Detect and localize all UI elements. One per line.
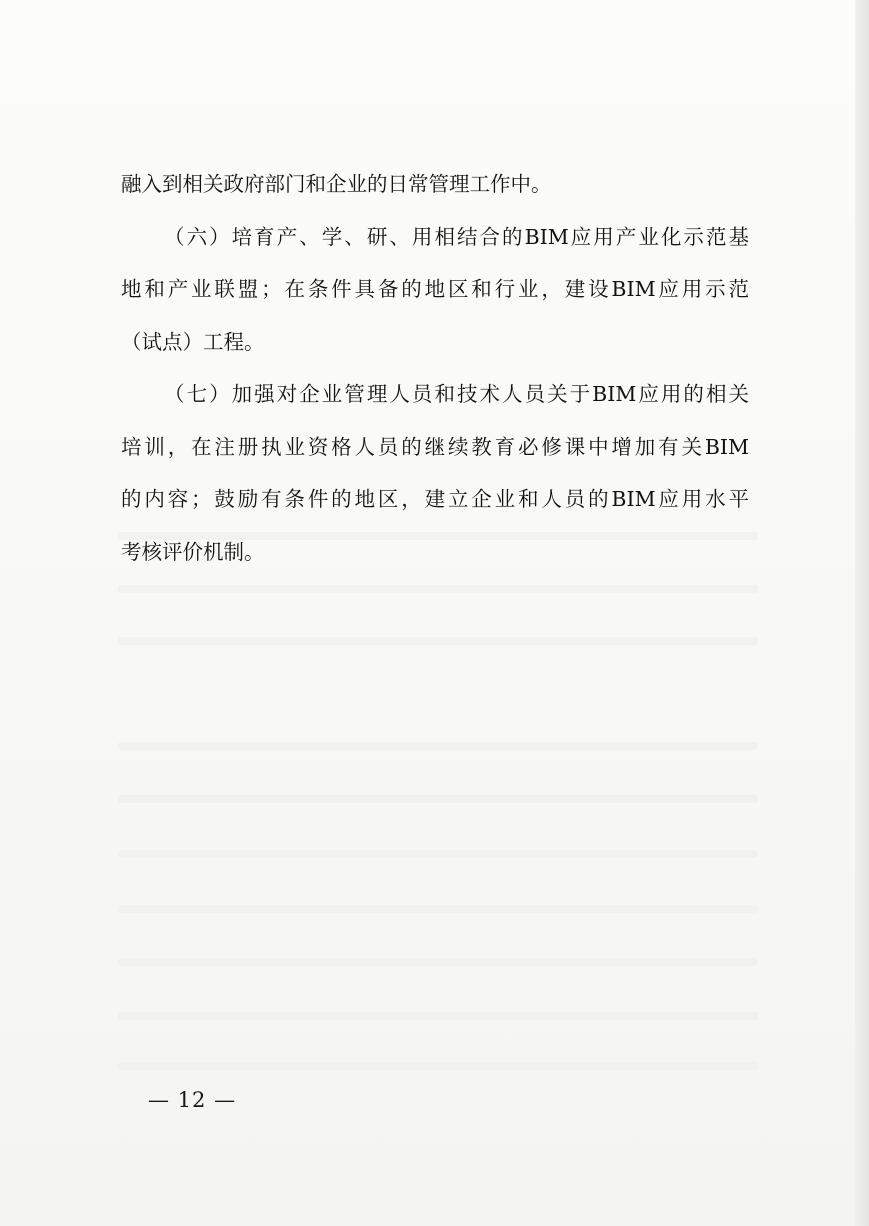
text-line-3 <box>121 263 749 316</box>
body-text <box>121 158 749 578</box>
show-through-line <box>118 958 758 966</box>
text-line-8 <box>121 526 749 579</box>
show-through-line <box>118 1062 758 1070</box>
show-through-line <box>118 585 758 593</box>
paragraph-text: 地和产业联盟；在条件具备的地区和行业，建设BIM应用示范 <box>121 277 749 301</box>
page-edge-shadow <box>855 0 869 1226</box>
show-through-line <box>118 850 758 858</box>
show-through-line <box>118 637 758 645</box>
paragraph-text: 考核评价机制。 <box>121 539 265 564</box>
text-line-4 <box>121 316 749 369</box>
show-through-line <box>118 1012 758 1020</box>
page-number: — 12 — <box>148 1088 237 1112</box>
show-through-line <box>118 795 758 803</box>
paragraph-text: （七）加强对企业管理人员和技术人员关于BIM应用的相关 <box>162 382 749 406</box>
text-line-5 <box>121 368 749 421</box>
paragraph-text: 培训，在注册执业资格人员的继续教育必修课中增加有关BIM <box>121 434 749 459</box>
paragraph-text: 的内容；鼓励有条件的地区，建立企业和人员的BIM应用水平 <box>121 487 749 511</box>
show-through-line <box>118 742 758 750</box>
paragraph-text: 融入到相关政府部门和企业的日常管理工作中。 <box>121 172 552 196</box>
show-through-line <box>118 905 758 913</box>
text-line-2 <box>121 211 749 264</box>
text-line-6 <box>121 421 749 474</box>
text-line-7 <box>121 473 749 526</box>
text-line-1 <box>121 158 749 211</box>
paragraph-text: （试点）工程。 <box>121 329 265 354</box>
paragraph-text: （六）培育产、学、研、用相结合的BIM应用产业化示范基 <box>162 224 749 249</box>
